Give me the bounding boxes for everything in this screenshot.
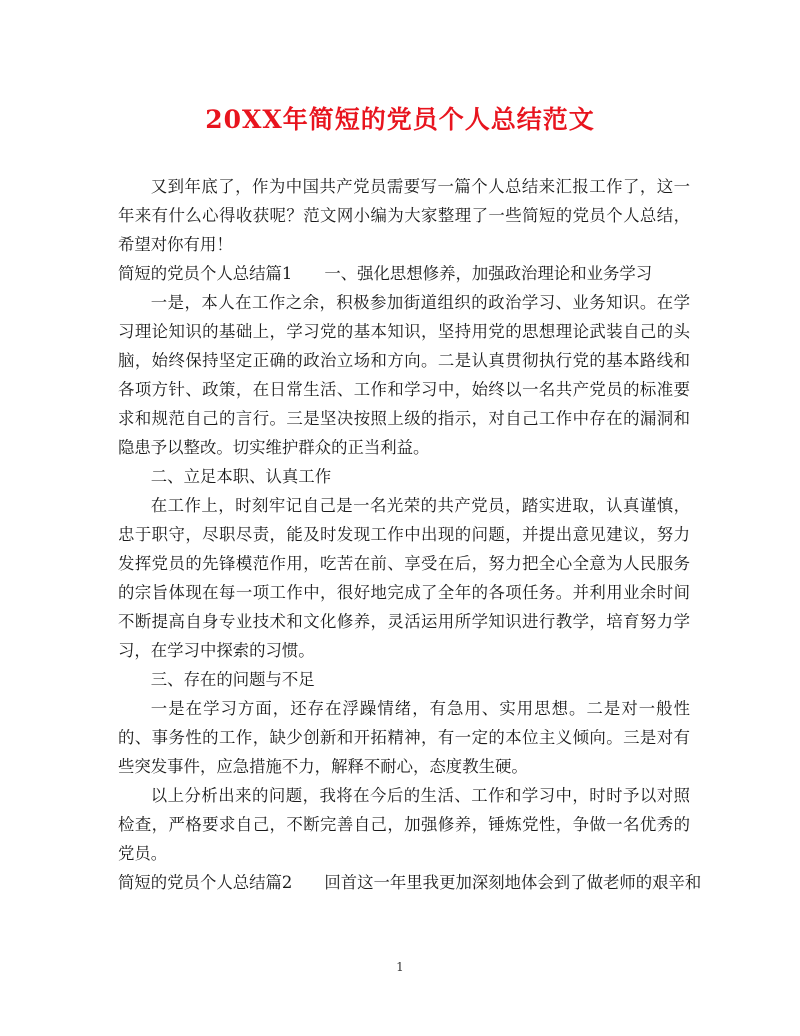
section-3-paragraph: 一是在学习方面，还存在浮躁情绪，有急用、实用思想。二是对一般性的、事务性的工作，缺少创新和开拓精神，有一定的本位主义倾向。三是对有些突发事件，应急措施不力，解释不耐心，态度教生硬。 bbox=[118, 699, 690, 776]
page-number: 1 bbox=[396, 960, 404, 974]
document-body bbox=[118, 172, 702, 897]
article-1-heading-line bbox=[118, 259, 690, 288]
section-3-heading: 三、存在的问题与不足 bbox=[150, 670, 315, 689]
section-2-paragraph: 在工作上，时刻牢记自己是一名光荣的共产党员，踏实进取，认真谨慎，忠于职守，尽职尽责，能及时发现工作中出现的问题，并提出意见建议，努力发挥党员的先锋模范作用，吃苦在前、享受在后，努力把全心全意为人民服务的宗旨体现在每一项工作中，很好地完成了全年的各项任务。并利用业余时间不断提高自身专业技术和文化修养，灵活运用所学知识进行教学，培育努力学习，在学习中探索的习惯。 bbox=[118, 496, 690, 660]
document-title: 20XX年简短的党员个人总结范文 bbox=[205, 105, 595, 134]
conclusion-paragraph: 以上分析出来的问题，我将在今后的生活、工作和学习中，时时予以对照检查，严格要求自己，不断完善自己，加强修养，锤炼党性，争做一名优秀的党员。 bbox=[118, 786, 690, 863]
section-2-heading: 二、立足本职、认真工作 bbox=[150, 467, 332, 486]
article-2-label: 简短的党员个人总结篇2 bbox=[118, 873, 293, 892]
article-2-heading-line bbox=[118, 868, 702, 897]
article-2-start-text: 回首这一年里我更加深刻地体会到了做老师的艰辛和 bbox=[324, 873, 702, 892]
article-1-label: 简短的党员个人总结篇1 bbox=[118, 264, 293, 283]
intro-paragraph: 又到年底了，作为中国共产党员需要写一篇个人总结来汇报工作了，这一年来有什么心得收获呢？范文网小编为大家整理了一些简短的党员个人总结，希望对你有用！ bbox=[118, 177, 690, 254]
section-1-heading: 一、强化思想修养，加强政治理论和业务学习 bbox=[324, 264, 653, 283]
section-1-paragraph: 一是，本人在工作之余，积极参加街道组织的政治学习、业务知识。在学习理论知识的基础上，学习党的基本知识，坚持用党的思想理论武装自己的头脑，始终保持坚定正确的政治立场和方向。二是认真贯彻执行党的基本路线和各项方针、政策，在日常生活、工作和学习中，始终以一名共产党员的标准要求和规范自己的言行。三是坚决按照上级的指示，对自己工作中存在的漏洞和隐患予以整改。切实维护群众的正当利益。 bbox=[118, 293, 690, 457]
